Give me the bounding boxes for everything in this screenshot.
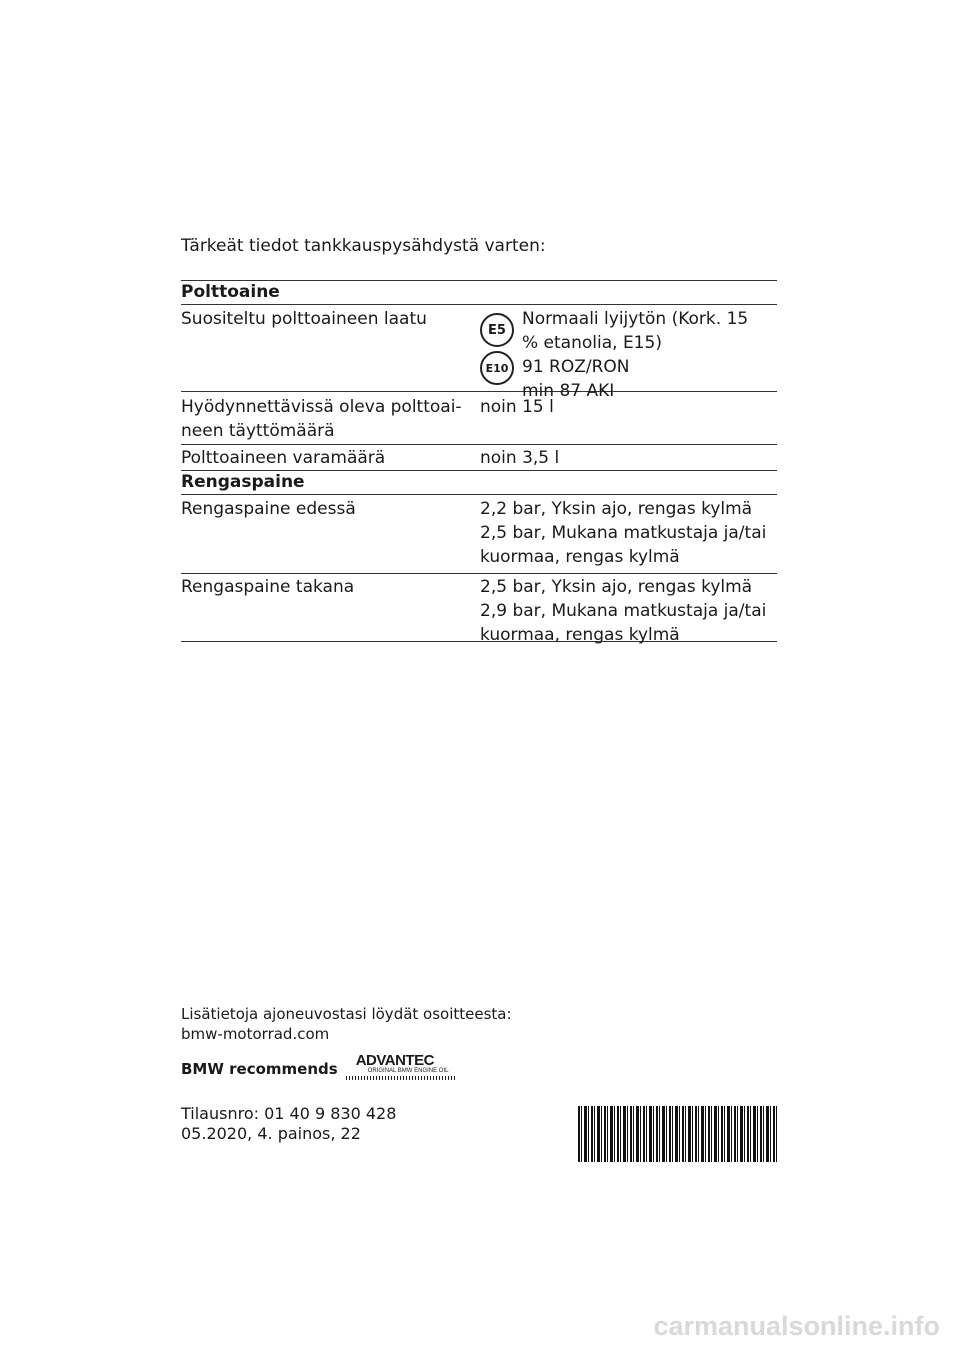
row-recommended-fuel bbox=[181, 305, 777, 401]
row-value: noin 15 l bbox=[480, 397, 554, 417]
row-tire-front bbox=[181, 495, 777, 574]
order-info bbox=[181, 1104, 396, 1144]
row-label: Polttoaineen varamäärä bbox=[181, 448, 386, 468]
section-tire-header bbox=[181, 471, 777, 495]
row-label: Hyödynnettävissä oleva polttoai- bbox=[181, 397, 462, 417]
row-label: Suositeltu polttoaineen laatu bbox=[181, 309, 427, 329]
fuel-line: Normaali lyijytön (Kork. 15 bbox=[522, 309, 749, 329]
tire-line: 2,5 bar, Mukana matkustaja ja/tai bbox=[480, 523, 767, 543]
barcode-image bbox=[578, 1106, 777, 1162]
intro-text: Tärkeät tiedot tankkauspysähdystä varten: bbox=[181, 236, 546, 256]
row-tire-rear bbox=[181, 574, 777, 645]
row-label: neen täyttömäärä bbox=[181, 421, 335, 441]
e10-badge-icon: E10 bbox=[480, 351, 514, 385]
info-table bbox=[181, 280, 777, 645]
website-link: bmw-motorrad.com bbox=[181, 1025, 330, 1043]
tire-line: kuormaa, rengas kylmä bbox=[480, 547, 680, 567]
edition-info: 05.2020, 4. painos, 22 bbox=[181, 1124, 361, 1143]
logo-sub-text: ORIGINAL BMW ENGINE OIL bbox=[367, 1068, 449, 1074]
section-title: Rengaspaine bbox=[181, 472, 305, 492]
tire-line: 2,9 bar, Mukana matkustaja ja/tai bbox=[480, 601, 767, 621]
row-label: Rengaspaine takana bbox=[181, 577, 355, 597]
row-reserve-fuel bbox=[181, 445, 777, 471]
tire-line: 2,5 bar, Yksin ajo, rengas kylmä bbox=[480, 577, 753, 597]
fuel-line: % etanolia, E15) bbox=[522, 333, 662, 353]
info-line: Lisätietoja ajoneuvostasi löydät osoitteesta: bbox=[181, 1005, 512, 1023]
section-fuel-header bbox=[181, 280, 777, 305]
row-usable-fuel bbox=[181, 392, 777, 445]
fuel-line: 91 ROZ/RON bbox=[522, 357, 630, 377]
logo-main-text: ADVANTEC bbox=[355, 1052, 434, 1069]
order-number: Tilausnro: 01 40 9 830 428 bbox=[181, 1104, 397, 1123]
tire-line: 2,2 bar, Yksin ajo, rengas kylmä bbox=[480, 499, 753, 519]
row-value: noin 3,5 l bbox=[480, 448, 560, 468]
row-label: Rengaspaine edessä bbox=[181, 499, 356, 519]
advantec-logo bbox=[346, 1052, 456, 1082]
website-info bbox=[181, 1004, 512, 1044]
logo-dots-decoration bbox=[346, 1076, 456, 1080]
bmw-recommends bbox=[181, 1052, 456, 1082]
watermark: carmanualsonline.info bbox=[653, 1311, 940, 1341]
section-title: Polttoaine bbox=[181, 282, 280, 302]
e5-badge-icon: E5 bbox=[480, 313, 514, 347]
recommends-text: BMW recommends bbox=[181, 1060, 338, 1078]
fuel-line: min 87 AKI bbox=[522, 381, 615, 401]
tire-line: kuormaa, rengas kylmä bbox=[480, 625, 680, 645]
